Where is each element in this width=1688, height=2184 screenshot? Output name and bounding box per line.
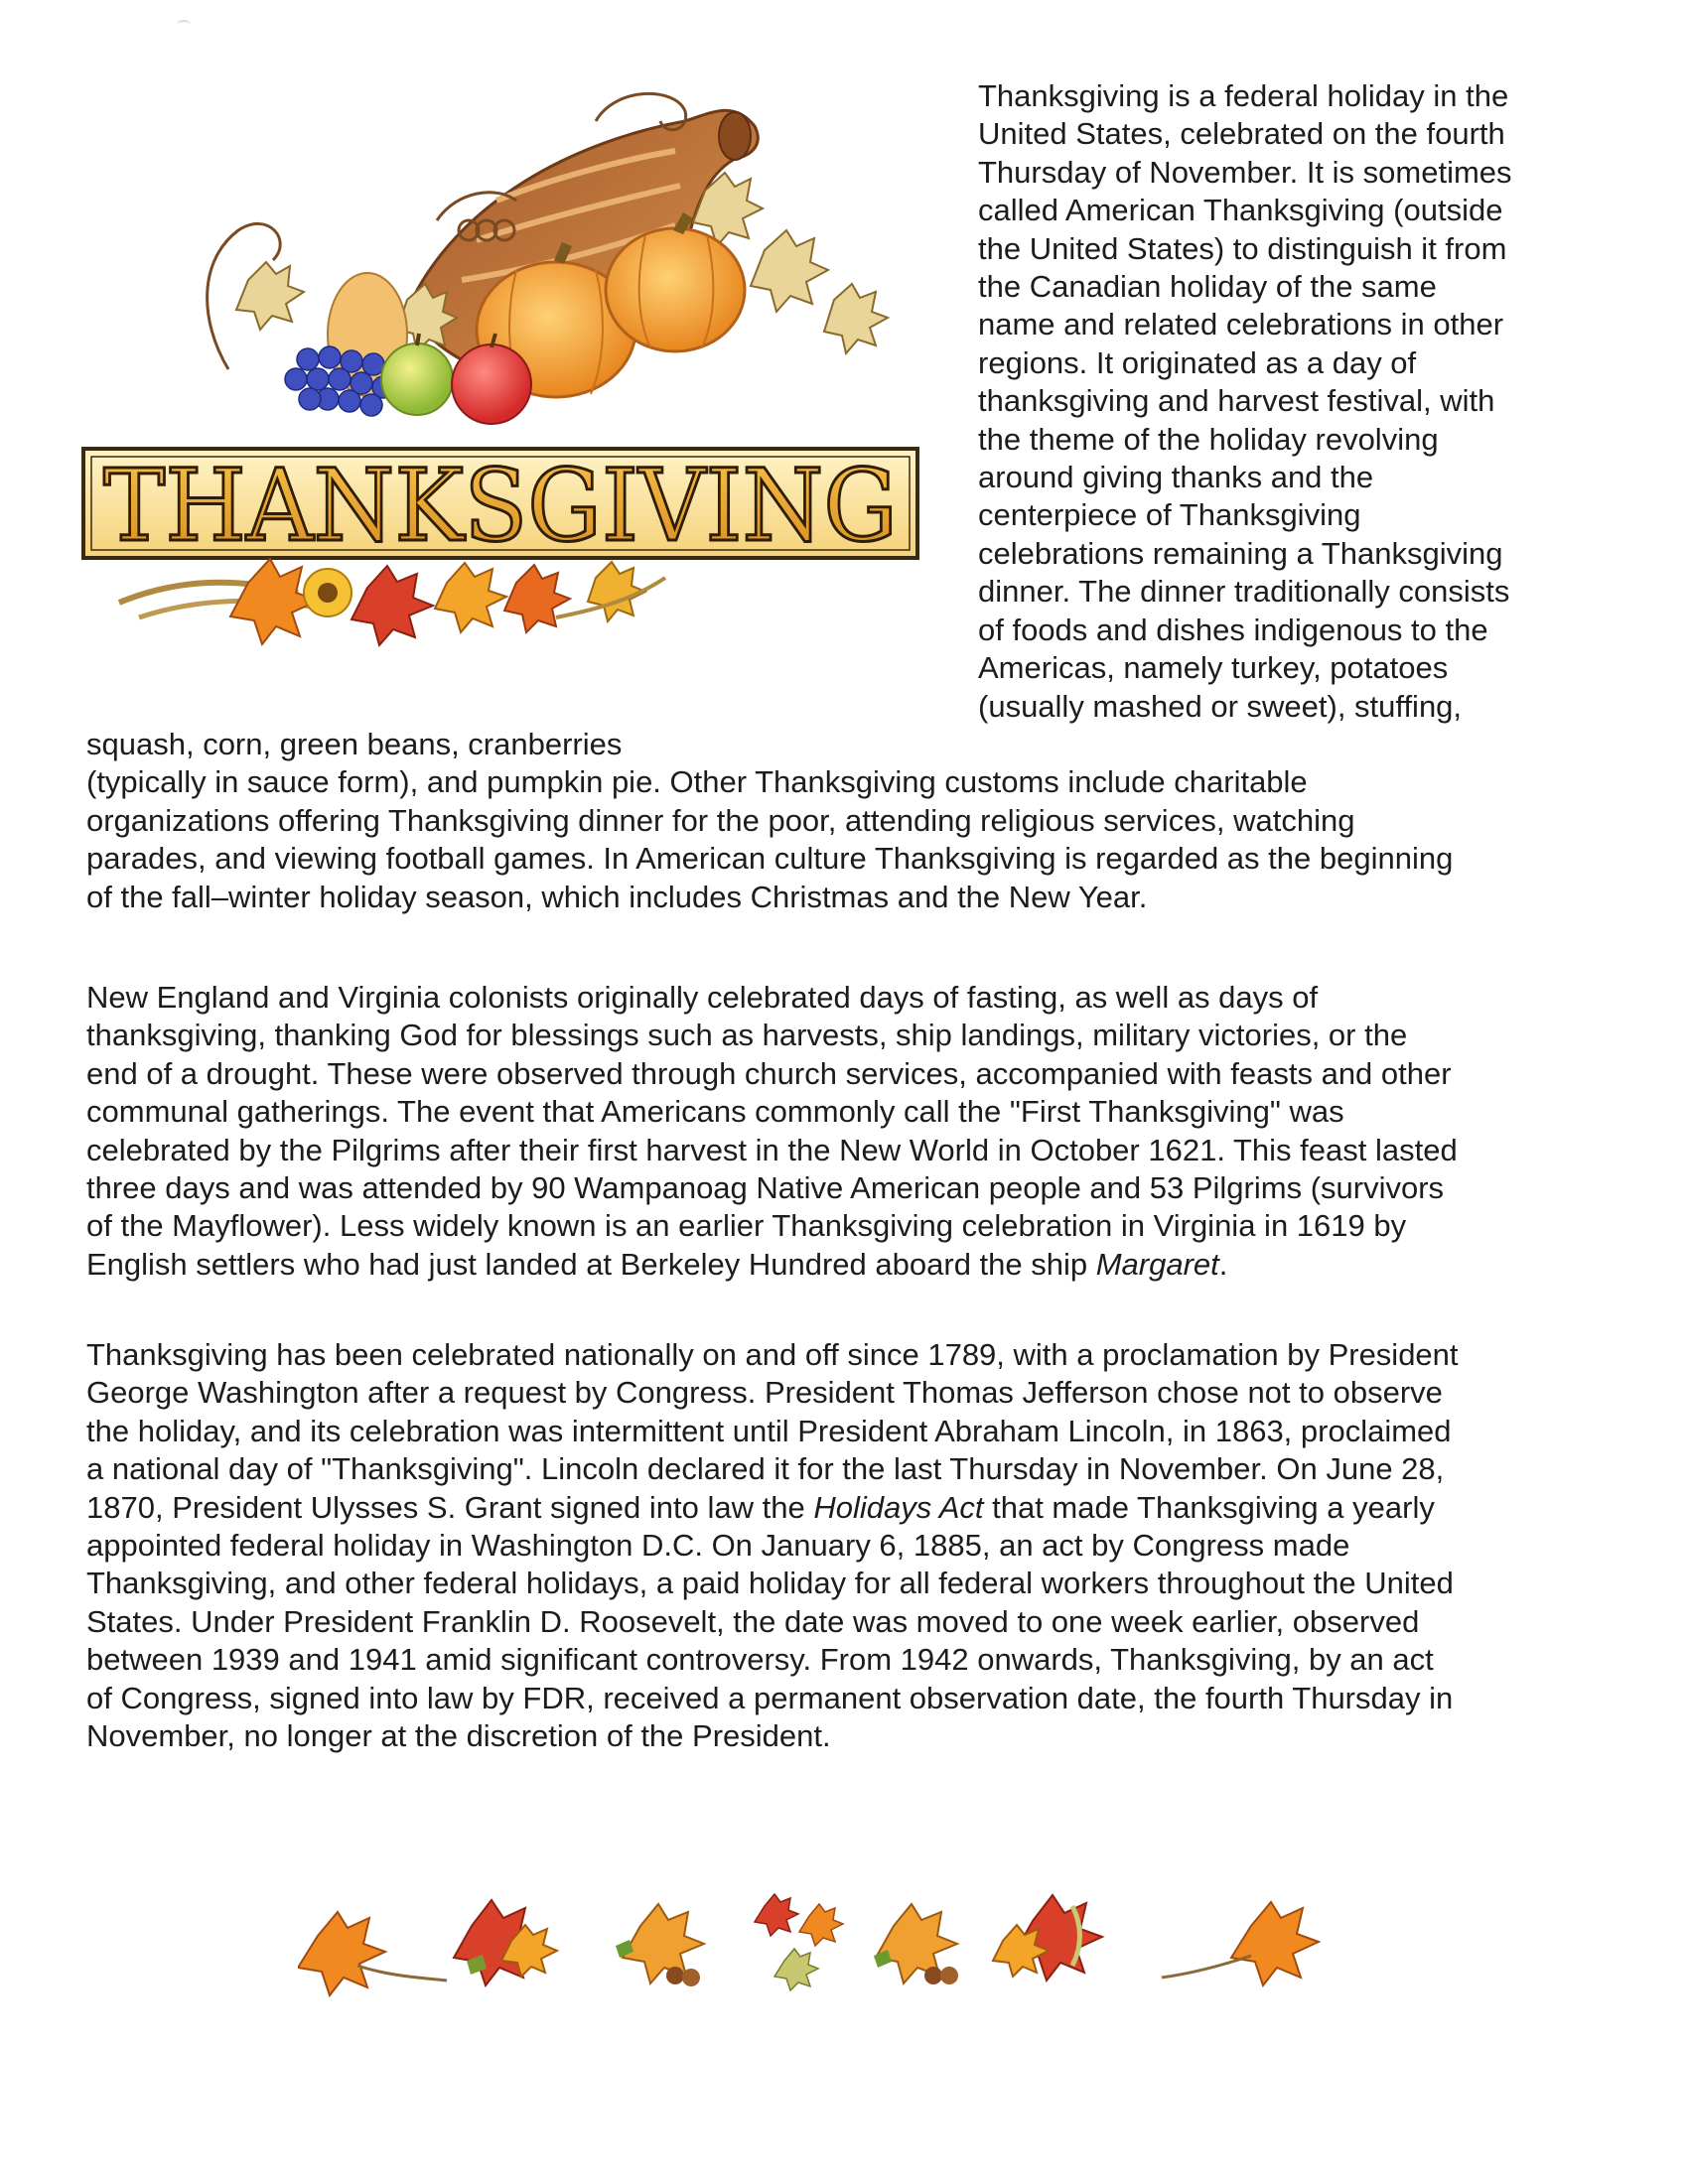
national-act-line	[86, 1489, 1556, 1527]
intro-line: celebrations remaining a Thanksgiving	[978, 535, 1503, 571]
intro-line: the Canadian holiday of the same	[978, 269, 1437, 305]
history-line: New England and Virginia colonists originally celebrated days of fasting, as well as days of	[86, 980, 1319, 1015]
illustration-wrap-space	[86, 77, 972, 725]
national-line: George Washington after a request by Congress. President Thomas Jefferson chose not to observe	[86, 1375, 1443, 1411]
history-line: communal gatherings. The event that Americans commonly call the "First Thanksgiving" was	[86, 1094, 1344, 1130]
history-line: three days and was attended by 90 Wampanoag Native American people and 53 Pilgrims (survivors	[86, 1170, 1445, 1206]
intro-line: Thanksgiving is a federal holiday in the	[978, 78, 1509, 113]
history-line: of the Mayflower). Less widely known is an earlier Thanksgiving celebration in Virginia in 1619 by	[86, 1208, 1407, 1244]
history-last-line	[86, 1246, 1556, 1284]
national-line: Thanksgiving, and other federal holidays, a paid holiday for all federal workers throughout the United	[86, 1566, 1454, 1601]
intro-line: name and related celebrations in other	[978, 307, 1504, 342]
history-line: celebrated by the Pilgrims after their first harvest in the New World in October 1621. This feast lasted	[86, 1132, 1458, 1167]
intro-line: regions. It originated as a day of	[978, 344, 1417, 380]
history-paragraph	[86, 979, 1556, 1284]
national-line: States. Under President Franklin D. Roosevelt, the date was moved to one week earlier, observed	[86, 1603, 1420, 1639]
intro-line: squash, corn, green beans, cranberries	[86, 726, 623, 761]
national-line: a national day of "Thanksgiving". Lincoln declared it for the last Thursday in November. On June 28,	[86, 1451, 1445, 1487]
intro-line: Thursday of November. It is sometimes	[978, 154, 1512, 190]
history-line: end of a drought. These were observed through church services, accompanied with feasts and other	[86, 1055, 1452, 1091]
national-line: between 1939 and 1941 amid significant controversy. From 1942 onwards, Thanksgiving, by an act	[86, 1642, 1434, 1678]
intro-line: around giving thanks and the	[978, 460, 1374, 495]
national-holiday-paragraph	[86, 1336, 1556, 1755]
intro-line: United States, celebrated on the fourth	[978, 116, 1505, 152]
national-line: of Congress, signed into law by FDR, received a permanent observation date, the fourth Thursday in	[86, 1680, 1454, 1715]
leaf-cluster-2	[454, 1900, 557, 1985]
intro-line: the theme of the holiday revolving	[978, 421, 1439, 457]
act-line-end: that made Thanksgiving a yearly	[983, 1489, 1435, 1525]
scan-artifact	[177, 20, 191, 30]
leaf-cluster-3	[616, 1904, 704, 1986]
intro-line: dinner. The dinner traditionally consists	[978, 574, 1510, 610]
national-line: the holiday, and its celebration was intermittent until President Abraham Lincoln, in 1863, proclaimed	[86, 1413, 1452, 1448]
national-line: November, no longer at the discretion of the President.	[86, 1718, 831, 1754]
intro-line: called American Thanksgiving (outside	[978, 193, 1503, 228]
leaf-cluster-4	[874, 1904, 958, 1984]
autumn-leaf-border	[298, 1866, 1350, 2005]
history-line-end: .	[1218, 1246, 1228, 1282]
intro-line: thanksgiving and harvest festival, with	[978, 383, 1495, 419]
act-line-start: 1870, President Ulysses S. Grant signed into law the	[86, 1489, 814, 1525]
intro-line: (typically in sauce form), and pumpkin pie. Other Thanksgiving customs include charitable	[86, 764, 1308, 800]
history-line-text: English settlers who had just landed at Berkeley Hundred aboard the ship	[86, 1246, 1096, 1282]
leaf-cluster-1	[298, 1912, 447, 1995]
intro-paragraph	[86, 77, 1556, 916]
intro-line: (usually mashed or sweet), stuffing,	[978, 688, 1463, 724]
intro-line: centerpiece of Thanksgiving	[978, 497, 1361, 533]
leaf-cluster-5	[993, 1895, 1102, 1980]
ship-name: Margaret	[1095, 1246, 1219, 1282]
national-line: Thanksgiving has been celebrated nationally on and off since 1789, with a proclamation by President	[86, 1337, 1459, 1372]
national-line: appointed federal holiday in Washington D.C. On January 6, 1885, an act by Congress made	[86, 1528, 1350, 1564]
intro-line: Americas, namely turkey, potatoes	[978, 650, 1449, 686]
intro-line: organizations offering Thanksgiving dinner for the poor, attending religious services, watching	[86, 802, 1355, 838]
intro-line: the United States) to distinguish it from	[978, 230, 1507, 266]
leaf-cluster-6	[1162, 1902, 1319, 1985]
banner-title: THANKSGIVING	[103, 448, 898, 564]
intro-line: of foods and dishes indigenous to the	[978, 612, 1488, 647]
intro-line: parades, and viewing football games. In American culture Thanksgiving is regarded as the beginning	[86, 841, 1454, 877]
leaf-cluster-center	[755, 1894, 843, 1990]
history-line: thanksgiving, thanking God for blessings such as harvests, ship landings, military victories, or the	[86, 1018, 1408, 1053]
holidays-act-name: Holidays Act	[813, 1489, 984, 1525]
intro-line: of the fall–winter holiday season, which includes Christmas and the New Year.	[86, 879, 1148, 914]
